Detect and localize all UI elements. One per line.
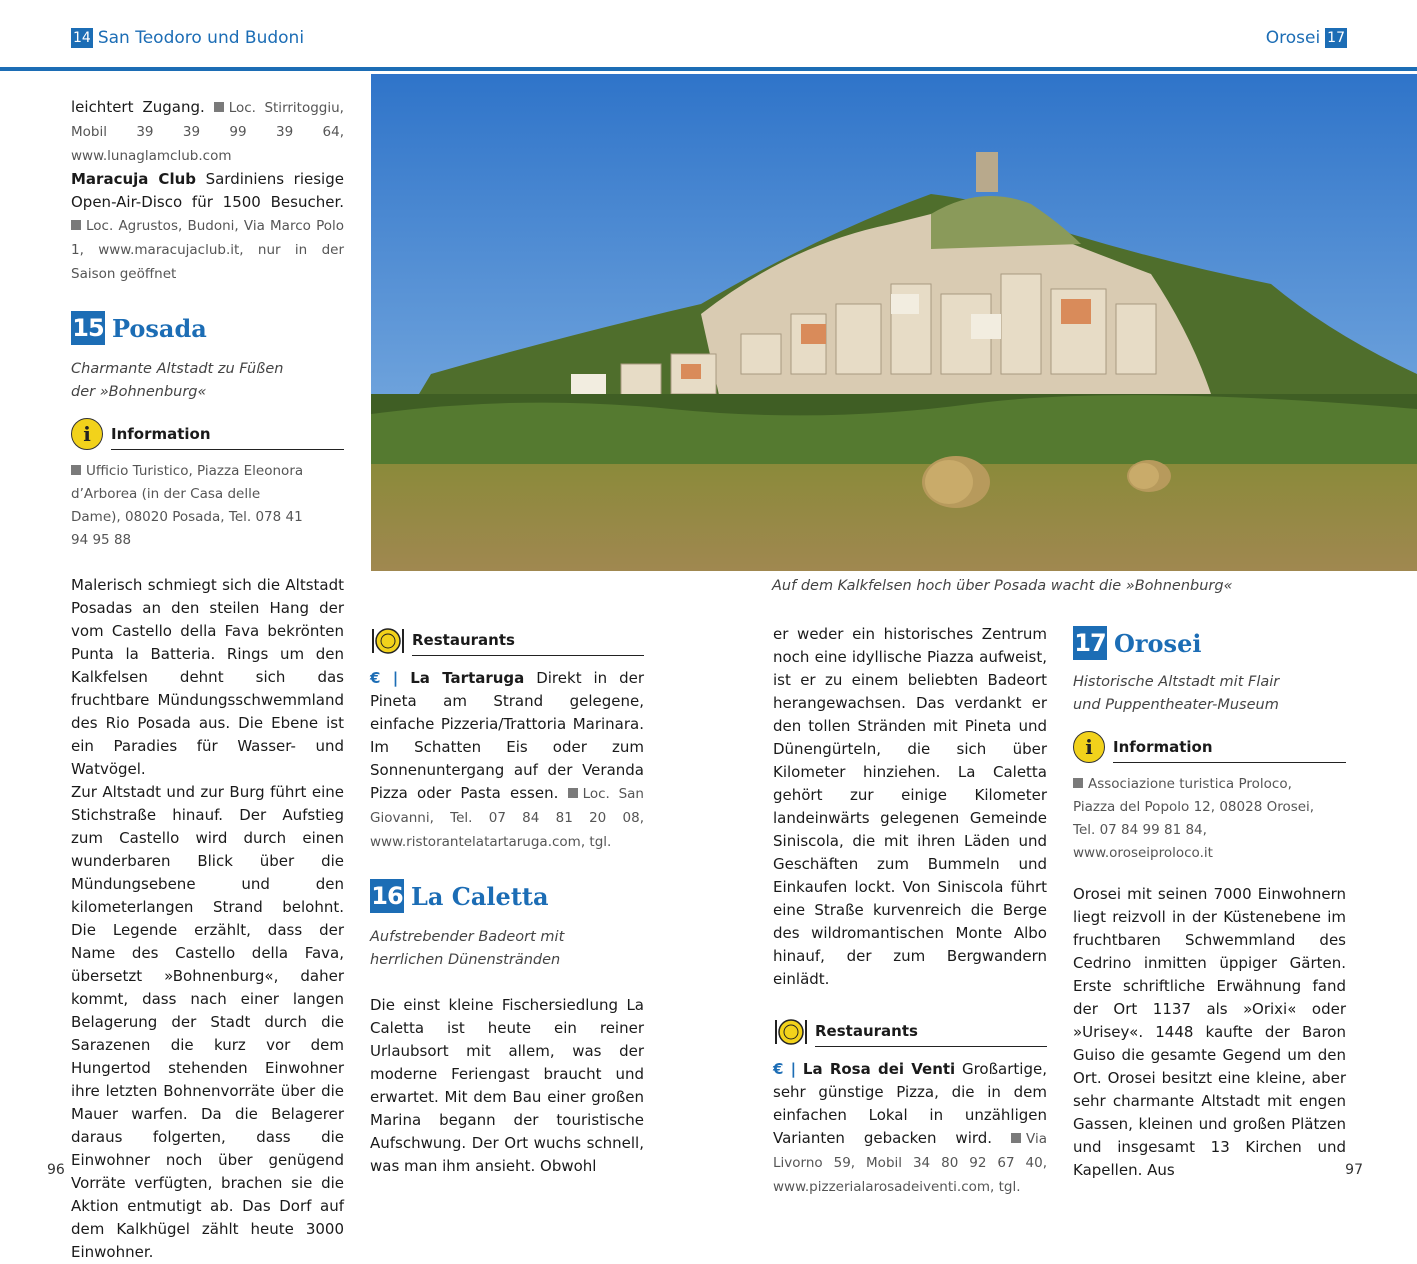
info-icon: i (1073, 731, 1105, 763)
running-header-left (71, 26, 304, 50)
column-3 (773, 623, 1047, 1199)
section-number: 16 (370, 879, 404, 913)
address-bullet-icon (1011, 1133, 1021, 1143)
posada-paragraph-2: Zur Altstadt und zur Burg führt eine Stichstraße hinauf. Der Aufstieg zum Castello wird durch einen wunderbaren Blick über die Mündungsebene und den kilometerlangen Strand belohnt. Die Legende erzählt, dass der Name des Castello della Fava, übersetzt »Bohnenburg«, daher kommt, dass nach einer langen Belagerung der Stadt durch die Sarazenen die kurz vor dem Hungertod stehenden Einwohner ihre letzten Bohnenvorräte über die Mauer warfen. Da die Belagerer daraus folgerten, dass die Einwohner noch über genügend Vorräte verfügten, brachen sie die Aktion entmutigt ab. Das Dorf auf dem Kalkhügel zählt heute 3000 Einwohner. (71, 783, 344, 1261)
section-heading-la-caletta (370, 879, 644, 913)
section-heading-posada (71, 311, 344, 345)
restaurants-box-header (370, 626, 644, 656)
chapter-number-badge: 17 (1327, 30, 1345, 46)
posada-paragraph-1: Malerisch schmiegt sich die Altstadt Posadas an den steilen Hang der vom Castello della Fava bekrönten Punta la Batteria. Rings um den Kalkfelsen dehnt sich das fruchtbare Mündungsschwemmland des Rio Posada aus. Die Ebene ist ein Paradies für Wasser- und Watvögel. (71, 576, 344, 778)
restaurant-name: La Rosa dei Venti (802, 1060, 956, 1078)
section-number: 17 (1073, 626, 1107, 660)
restaurants-box-header (773, 1017, 1047, 1047)
maracuja-entry: Maracuja Club Sardiniens riesige Open-Air-Disco für 1500 Besucher. Loc. Agrustos, Budoni, Via Marco Polo 1, www.maracujaclub.it, nur in der Saison geöffnet (71, 170, 344, 282)
section-number: 15 (71, 311, 105, 345)
info-label: Information (111, 423, 344, 450)
section-title: La Caletta (411, 881, 549, 911)
la-caletta-paragraph: Die einst kleine Fischersiedlung La Caletta ist heute ein reiner Urlaubsort mit allem, was der moderne Feriengast braucht und erwartet. Mit dem Bau einer großen Marina begann der touristische Aufschwung. Der Ort wuchs schnell, was man ihm ansieht. Obwohl (370, 996, 644, 1175)
photo-caption: Auf dem Kalkfelsen hoch über Posada wacht die »Bohnenburg« (772, 578, 1233, 594)
orosei-paragraph: Orosei mit seinen 7000 Einwohnern liegt reizvoll in der Küstenebene im fruchtbaren Schwemmland des Cedrino inmitten üppiger Gärten. Erste schriftliche Erwähnung fand der Ort 1137 als »Orixi« oder »Urisey«. 1448 kaufte der Baron Guiso die gesamte Gegend um den Ort. Orosei besitzt eine kleine, aber sehr charmante Altstadt mit engen Gassen, kleinen und großen Plätzen und insgesamt 13 Kirchen und Kapellen. Aus (1073, 885, 1346, 1179)
running-title-right: Orosei (1265, 28, 1321, 48)
address-bullet-icon (71, 465, 81, 475)
page-number-left: 96 (47, 1162, 65, 1178)
address-bullet-icon (71, 220, 81, 230)
info-box-header (1073, 731, 1346, 763)
restaurant-entry: € | La Rosa dei Venti Großartige, sehr günstige Pizza, die in dem einfachen Lokal in unzähligen Varianten gebacken wird. Via Livorno 59, Mobil 34 80 92 67 40, www.pizzerialarosadeiventi.com, tgl. (773, 1060, 1047, 1195)
section-title: Posada (112, 313, 207, 343)
info-text: Ufficio Turistico, Piazza Eleonora d’Arborea (in der Casa delle Dame), 08020 Posada, Tel. 078 41 94 95 88 (71, 463, 304, 548)
page-number-right: 97 (1345, 1162, 1363, 1178)
price-indicator: € | (370, 669, 399, 687)
column-1 (71, 96, 344, 1264)
section-title: Orosei (1114, 628, 1202, 658)
address-bullet-icon (568, 788, 578, 798)
info-label: Information (1113, 736, 1346, 763)
la-caletta-paragraph-cont: er weder ein historisches Zentrum noch eine idyllische Piazza aufweist, ist er zu einem beliebten Badeort herangewachsen. Das verdankt er den tollen Stränden mit Pineta und Dünengürteln, die sich über Kilometer hinziehen. La Caletta gehört zur einige Kilometer landeinwärts gelegenen Gemeinde Siniscola, die mit ihren Läden und Geschäften zum Bummeln und Einkaufen lockt. Von Siniscola führt eine Straße kurvenreich die Berge des wildromantischen Monte Albo hinauf, der zum Bergwandern einlädt. (773, 625, 1047, 988)
running-title-left: San Teodoro und Budoni (97, 28, 305, 48)
header-rule (0, 67, 1417, 71)
intro-paragraph: leichtert Zugang. Loc. Stirritoggiu, Mobil 39 39 99 39 64, www.lunaglamclub.com (71, 98, 344, 164)
info-icon: i (71, 418, 103, 450)
section-subtitle: Historische Altstadt mit Flair und Puppentheater-Museum (1073, 674, 1280, 713)
section-subtitle: Aufstrebender Badeort mit herrlichen Dünenstränden (370, 929, 565, 968)
venue-name: Maracuja Club (71, 170, 196, 188)
cutlery-plate-icon (773, 1017, 809, 1047)
section-heading-orosei (1073, 626, 1346, 660)
address-bullet-icon (214, 102, 224, 112)
address-bullet-icon (1073, 778, 1083, 788)
posada-photo (371, 74, 1417, 571)
chapter-number-badge: 14 (73, 30, 91, 46)
price-indicator: € | (773, 1060, 797, 1078)
running-header-right (1266, 26, 1347, 50)
restaurants-label: Restaurants (412, 629, 644, 656)
cutlery-plate-icon (370, 626, 406, 656)
restaurants-label: Restaurants (815, 1020, 1047, 1047)
section-subtitle: Charmante Altstadt zu Füßen der »Bohnenburg« (71, 361, 284, 400)
column-2 (370, 626, 644, 1178)
column-4 (1073, 626, 1346, 1182)
info-box-header (71, 418, 344, 450)
info-text: Associazione turistica Proloco, Piazza del Popolo 12, 08028 Orosei, Tel. 07 84 99 81 84, www.oroseiproloco.it (1073, 776, 1315, 861)
restaurant-entry: € | La Tartaruga Direkt in der Pineta am Strand gelegene, einfache Pizzeria/Trattoria Marinara. Im Schatten Eis oder zum Sonnenuntergang auf der Veranda Pizza oder Pasta essen. Loc. San Giovanni, Tel. 07 84 81 20 08, www.ristorantelatartaruga.com, tgl. (370, 669, 644, 850)
restaurant-name: La Tartaruga (410, 669, 525, 687)
